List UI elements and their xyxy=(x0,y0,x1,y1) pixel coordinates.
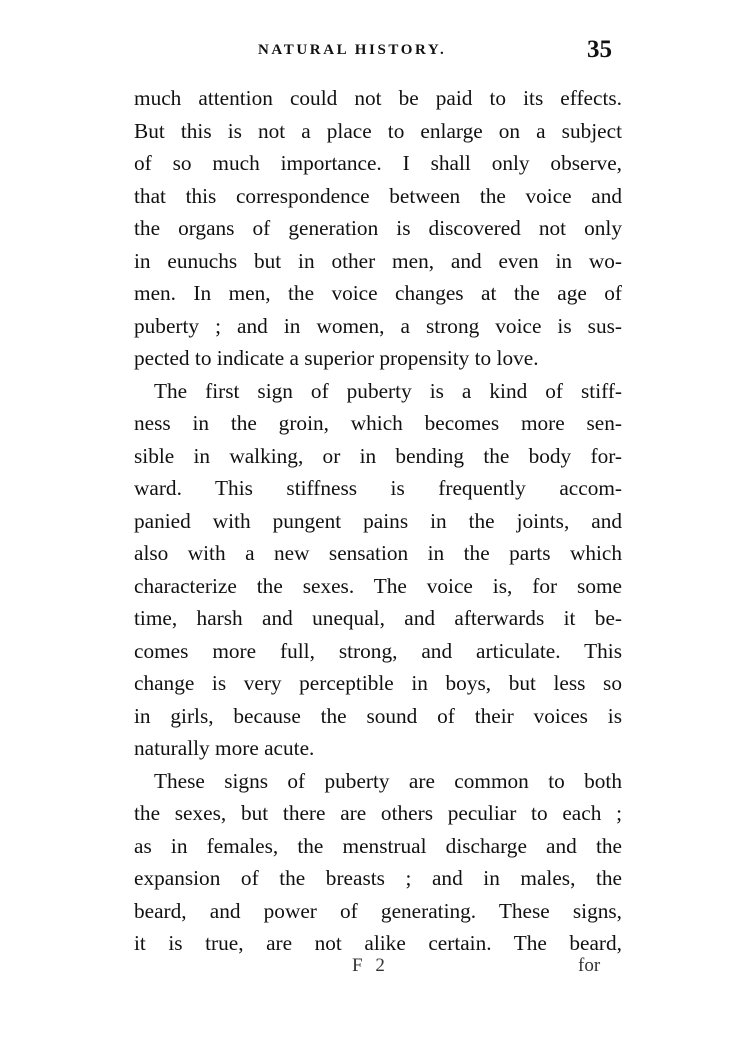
text-line: of so much importance. I shall only observe, xyxy=(134,151,622,175)
text-line: change is very perceptible in boys, but less so xyxy=(134,671,622,695)
text-line: sible in walking, or in bending the body for- xyxy=(134,443,622,468)
text-line: also with a new sensation in the parts which xyxy=(134,541,622,565)
page-number: 35 xyxy=(587,36,612,63)
text-line: as in females, the menstrual discharge and the xyxy=(134,833,622,858)
text-line: These signs of puberty are common to both xyxy=(154,768,622,793)
body-text xyxy=(134,82,622,960)
paragraph-3 xyxy=(134,765,622,960)
text-line: ness in the groin, which becomes more sen- xyxy=(134,411,622,435)
text-line: ward. This stiffness is frequently accom- xyxy=(134,476,622,500)
text-line: expansion of the breasts ; and in males, the xyxy=(134,866,622,890)
text-line: panied with pungent pains in the joints, and xyxy=(134,508,622,533)
text-line: puberty ; and in women, a strong voice is sus- xyxy=(134,313,622,338)
text-line: the organs of generation is discovered not only xyxy=(134,216,622,240)
running-head: NATURAL HISTORY. xyxy=(258,42,447,58)
text-line: in girls, because the sound of their voices is xyxy=(134,703,622,728)
text-line: in eunuchs but in other men, and even in wo- xyxy=(134,248,622,273)
text-line: characterize the sexes. The voice is, for some xyxy=(134,573,622,598)
paragraph-1 xyxy=(134,82,622,375)
text-line: that this correspondence between the voice and xyxy=(134,183,622,208)
text-line: naturally more acute. xyxy=(134,736,315,760)
text-line: The first sign of puberty is a kind of stiff- xyxy=(154,378,622,403)
text-line: beard, and power of generating. These signs, xyxy=(134,898,622,923)
text-line: the sexes, but there are others peculiar to each ; xyxy=(134,801,622,825)
text-line: But this is not a place to enlarge on a subject xyxy=(134,118,622,143)
paragraph-2 xyxy=(134,375,622,765)
text-line: pected to indicate a superior propensity to love. xyxy=(134,346,539,370)
text-line: much attention could not be paid to its effects. xyxy=(134,86,622,110)
text-line: comes more full, strong, and articulate. This xyxy=(134,638,622,663)
text-line: men. In men, the voice changes at the age of xyxy=(134,281,622,305)
text-line: time, harsh and unequal, and afterwards it be- xyxy=(134,606,622,630)
signature-mark: F 2 xyxy=(352,955,389,976)
catchword: for xyxy=(578,955,601,976)
text-line: it is true, are not alike certain. The beard, xyxy=(134,931,622,955)
